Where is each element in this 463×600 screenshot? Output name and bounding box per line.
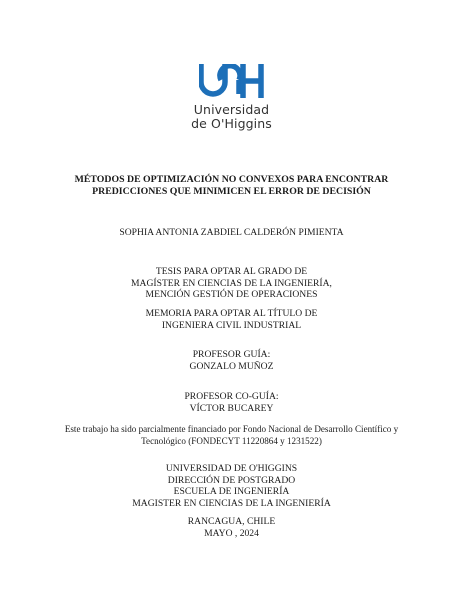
institution-line-3: ESCUELA DE INGENIERÍA xyxy=(173,486,290,498)
funding-line-1: Este trabajo ha sido parcialmente financiado por Fondo Nacional de Desarrollo Científico y xyxy=(64,424,399,434)
author-name xyxy=(0,227,463,239)
place-date-block xyxy=(0,516,463,539)
institution-line-4: MAGISTER EN CIENCIAS DE LA INGENIERÍA xyxy=(132,497,331,509)
title-line-2: PREDICCIONES QUE MINIMICEN EL ERROR DE DECISIÓN xyxy=(92,186,371,197)
logo-text-line2: de O'Higgins xyxy=(191,116,272,131)
author-line: SOPHIA ANTONIA ZABDIEL CALDERÓN PIMIENTA xyxy=(119,227,344,238)
memoria-line-2: INGENIERA CIVIL INDUSTRIAL xyxy=(161,319,302,331)
coadvisor-label: PROFESOR CO-GUÍA: xyxy=(184,391,279,402)
institution-line-2: DIRECCIÓN DE POSTGRADO xyxy=(167,474,296,486)
date-line: MAYO , 2024 xyxy=(204,527,259,539)
funding-note xyxy=(0,424,463,447)
advisor-block xyxy=(0,349,463,372)
institution-block xyxy=(0,463,463,509)
advisor-name: GONZALO MUÑOZ xyxy=(189,360,274,372)
thesis-title xyxy=(0,174,463,198)
degree-line-3: MENCIÓN GESTIÓN DE OPERACIONES xyxy=(145,289,318,301)
memoria-block xyxy=(0,308,463,331)
degree-line-2: MAGÍSTER EN CIENCIAS DE LA INGENIERÍA, xyxy=(131,277,332,289)
memoria-line-1: MEMORIA PARA OPTAR AL TÍTULO DE xyxy=(145,308,318,319)
institution-line-1: UNIVERSIDAD DE O'HIGGINS xyxy=(165,463,298,474)
university-logo xyxy=(0,64,463,131)
uoh-logo-icon xyxy=(199,64,265,98)
advisor-label: PROFESOR GUÍA: xyxy=(192,349,271,360)
degree-line-1: TESIS PARA OPTAR AL GRADO DE xyxy=(155,266,308,277)
degree-block xyxy=(0,266,463,301)
coadvisor-block xyxy=(0,391,463,414)
place-line: RANCAGUA, CHILE xyxy=(187,516,276,527)
funding-line-2: Tecnológico (FONDECYT 11220864 y 1231522) xyxy=(141,435,322,446)
logo-text-line1: Universidad xyxy=(193,102,270,117)
coadvisor-name: VÍCTOR BUCAREY xyxy=(189,402,274,414)
title-line-1: MÉTODOS DE OPTIMIZACIÓN NO CONVEXOS PARA ENCONTRAR xyxy=(74,174,389,185)
